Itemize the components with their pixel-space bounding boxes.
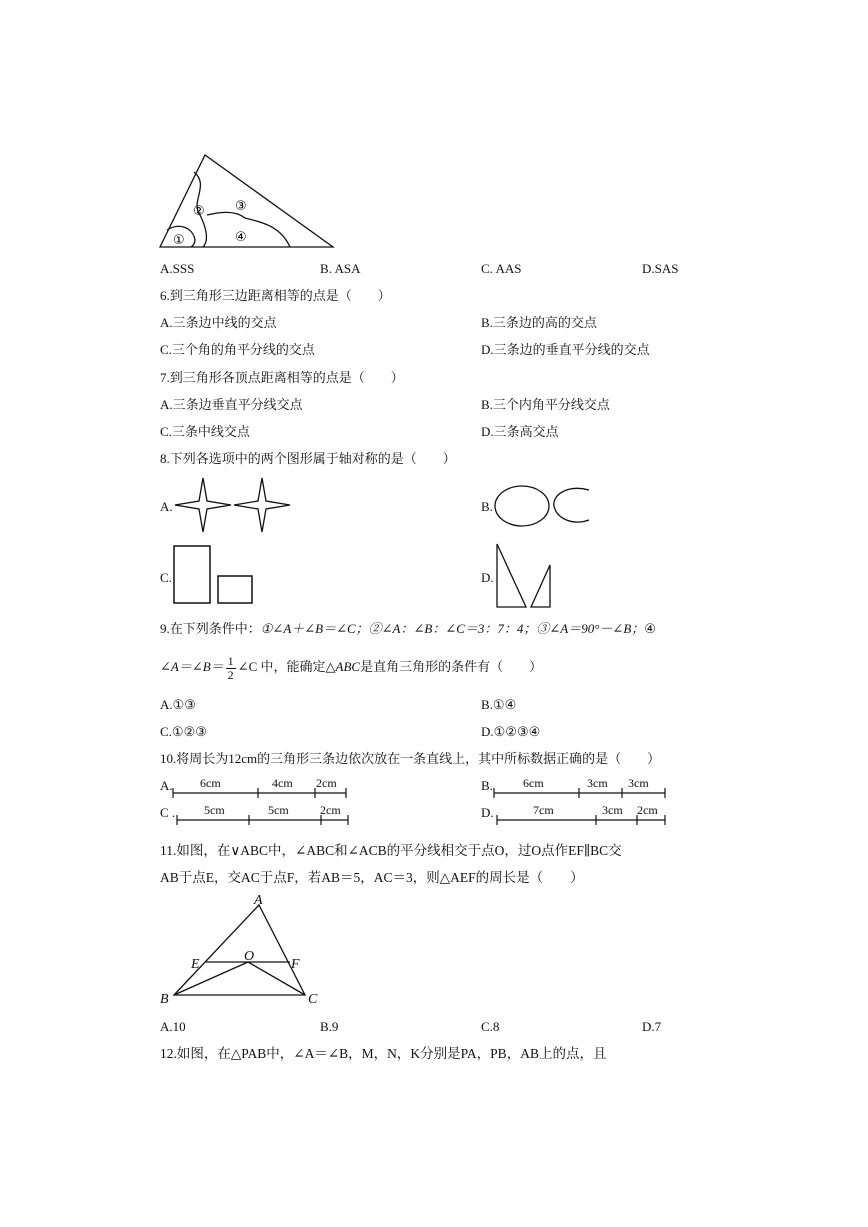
- q5-option-c: C. AAS: [481, 261, 522, 276]
- q10-option-d-label-2: 3cm: [602, 803, 623, 817]
- q9-fraction: [226, 655, 236, 682]
- q11-point-o: O: [244, 949, 255, 964]
- q6-stem: 6.到三角形三边距离相等的点是（ ）: [160, 288, 391, 303]
- q7-option-d: D.三条高交点: [481, 424, 559, 439]
- q10-option-a-label-3: 2cm: [316, 776, 337, 790]
- q9-condition-4-mid: ∠C 中，能确定: [237, 659, 326, 674]
- q12-stem-line-1: 12.如图，在△PAB中，∠A＝∠B，M，N，K分别是PA，PB，AB上的点，且: [160, 1046, 607, 1061]
- q11-vertex-c: C: [308, 992, 318, 1007]
- q11-point-e: E: [191, 957, 200, 972]
- q7-option-a: A.三条边垂直平分线交点: [160, 397, 303, 412]
- q9-option-a: A.①③: [160, 697, 196, 712]
- q11-option-a: A.10: [160, 1019, 186, 1034]
- q11-vertex-a: A: [254, 893, 263, 908]
- q9-line-1: [160, 621, 656, 637]
- q10-option-c-label-3: 2cm: [320, 803, 341, 817]
- q8-option-a-stars-figure: [174, 476, 294, 534]
- q9-option-b: B.①④: [481, 697, 517, 712]
- q7-option-b: B.三个内角平分线交点: [481, 397, 610, 412]
- q6-option-d: D.三条边的垂直平分线的交点: [481, 342, 650, 357]
- q11-option-d: D.7: [642, 1019, 662, 1034]
- q8-option-c-rectangles-figure: [172, 544, 256, 606]
- q9-triangle-name: △ABC: [325, 659, 361, 674]
- q8-option-b-letter: B.: [481, 499, 493, 514]
- q5-label-4: ④: [235, 230, 247, 245]
- q10-option-a-letter: A.: [160, 778, 173, 793]
- q8-option-a-letter: A.: [160, 499, 173, 514]
- q9-prefix: 9.在下列条件中：: [160, 621, 261, 636]
- q11-option-b: B.9: [320, 1019, 339, 1034]
- q10-option-d-label-1: 7cm: [533, 803, 554, 817]
- q8-option-b-curves-figure: [494, 484, 594, 528]
- q10-option-b-letter: B.: [481, 778, 493, 793]
- q10-option-a-label-1: 6cm: [200, 776, 221, 790]
- q11-point-f: F: [291, 957, 300, 972]
- q10-option-b-label-1: 6cm: [523, 776, 544, 790]
- q9-condition-1: ①∠A＋∠B＝∠C；: [260, 621, 369, 636]
- q11-vertex-b: B: [160, 992, 169, 1007]
- q5-triangle-figure: [155, 150, 340, 252]
- q6-option-b: B.三条边的高的交点: [481, 315, 597, 330]
- q10-option-c-letter: C .: [160, 805, 176, 820]
- q9-condition-4-lead: ∠A＝∠B＝: [160, 659, 224, 674]
- q9-option-c: C.①②③: [160, 724, 207, 739]
- q5-label-2: ②: [193, 204, 205, 219]
- q9-question-end: 是直角三角形的条件有（ ）: [360, 659, 543, 674]
- q10-option-c-label-2: 5cm: [268, 803, 289, 817]
- q5-label-3: ③: [235, 199, 247, 214]
- q6-option-a: A.三条边中线的交点: [160, 315, 277, 330]
- q8-option-d-letter: D.: [481, 570, 494, 585]
- q10-option-d-label-3: 2cm: [637, 803, 658, 817]
- q11-stem-line-2: AB于点E，交AC于点F，若AB＝5，AC＝3，则△AEF的周长是（ ）: [160, 870, 584, 885]
- q8-option-c-letter: C.: [160, 570, 172, 585]
- q9-line-2: [160, 648, 542, 686]
- q9-fraction-numerator: 1: [227, 653, 234, 668]
- q5-option-b: B. ASA: [320, 261, 361, 276]
- q5-option-a: A.SSS: [160, 261, 195, 276]
- q11-triangle-figure: [156, 892, 332, 1010]
- q10-option-d-letter: D.: [481, 805, 494, 820]
- q10-option-c-label-1: 5cm: [204, 803, 225, 817]
- q5-label-1: ①: [173, 233, 185, 248]
- q10-option-a-label-2: 4cm: [272, 776, 293, 790]
- q5-option-d: D.SAS: [642, 261, 679, 276]
- q11-option-c: C.8: [481, 1019, 500, 1034]
- q8-option-d-triangles-figure: [494, 542, 556, 610]
- q10-option-b-label-3: 3cm: [628, 776, 649, 790]
- q7-stem: 7.到三角形各顶点距离相等的点是（ ）: [160, 370, 404, 385]
- q9-condition-2: ②∠A：∠B：∠C＝3：7：4；: [368, 621, 537, 636]
- q9-option-d: D.①②③④: [481, 724, 541, 739]
- q9-condition-4-mark: ④: [644, 621, 656, 636]
- q10-option-b-label-2: 3cm: [587, 776, 608, 790]
- q7-option-c: C.三条中线交点: [160, 424, 250, 439]
- q10-stem: 10.将周长为12cm的三角形三条边依次放在一条直线上，其中所标数据正确的是（ ）: [160, 751, 661, 766]
- q8-stem: 8.下列各选项中的两个图形属于轴对称的是（ ）: [160, 451, 456, 466]
- q9-fraction-denominator: 2: [227, 667, 234, 682]
- q11-stem-line-1: 11.如图，在∨ABC中，∠ABC和∠ACB的平分线相交于点O，过O点作EF∥BC交: [160, 843, 622, 858]
- q6-option-c: C.三个角的角平分线的交点: [160, 342, 315, 357]
- q9-condition-3: ③∠A＝90°－∠B；: [536, 621, 645, 636]
